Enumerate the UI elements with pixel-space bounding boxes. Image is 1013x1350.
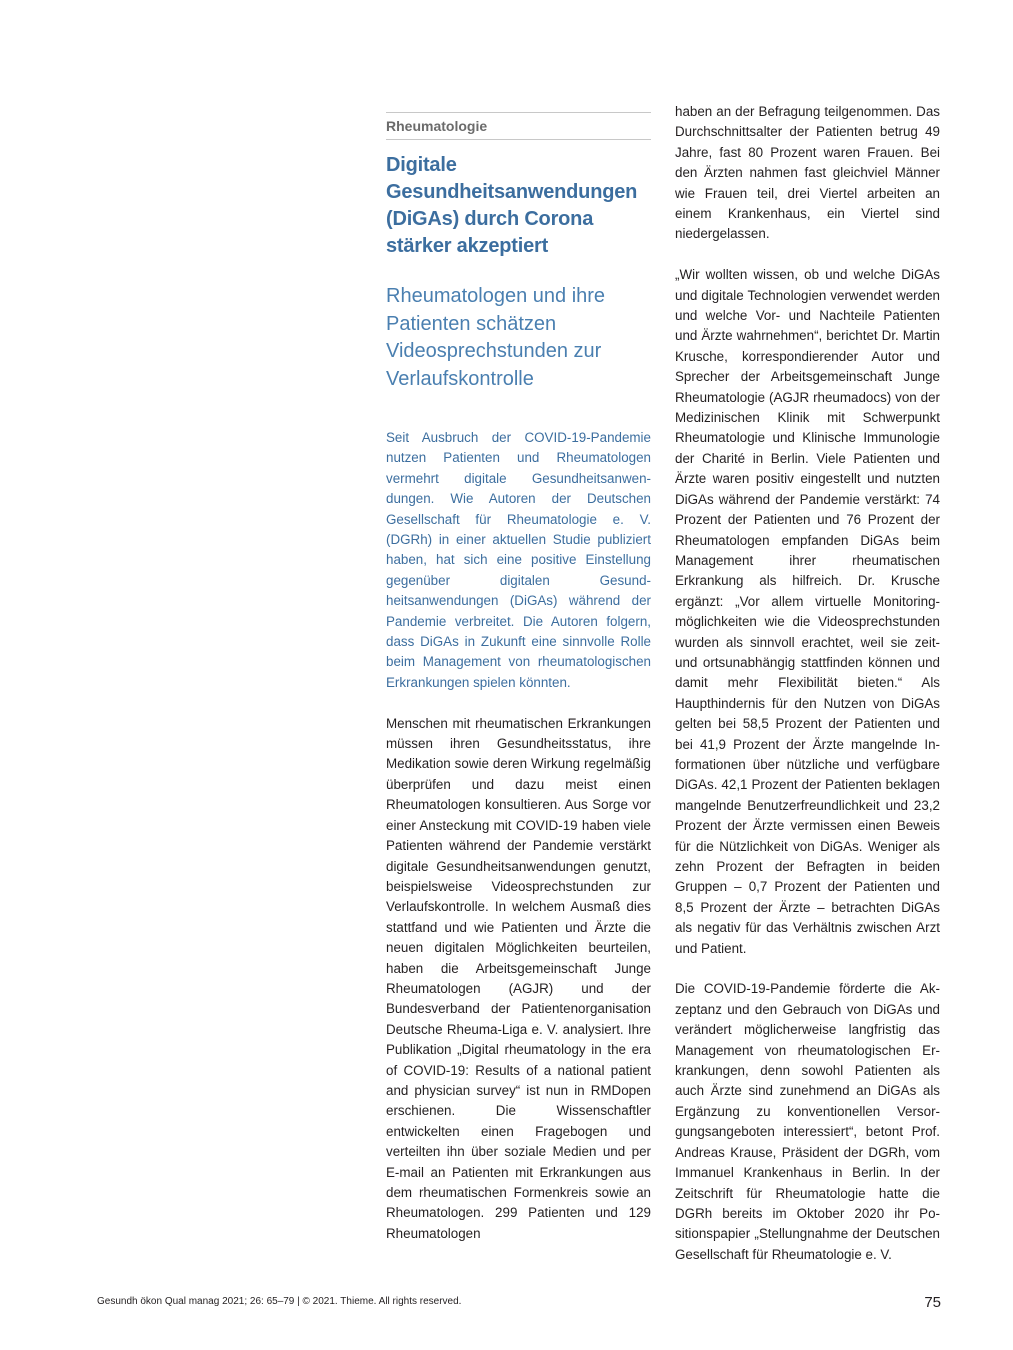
article-subtitle: Rheumatologen und ihre Patienten schätzen Videosprechstunden zur Verlaufskontrolle [386, 285, 606, 390]
right-column [675, 102, 940, 1265]
body-paragraph: „Wir wollten wissen, ob und welche DiGAs und digitale Technologien verwendet werden und welche Vor- und Nachteile Patienten und Ärzte wahrnehmen“, berichtet Dr. Martin Krusche, korrespondierender Autor und Sprecher der Arbeitsgemeinschaft Junge Rheumatologie (AGJR rheumadocs) von der Medizinischen Klinik mit Schwerpunkt Rheumatologie und Klinische Immunologie der Charité in Berlin. Viele Patienten und Ärzte waren positiv eingestellt und nutzten DiGAs während der Pandemie verstärkt: 74 Prozent der Patienten und 76 Prozent der Rheumatologen empfanden DiGAs beim Management ihrer rheumatischen Erkrankung als hilfreich. Dr. Krusche ergänzt: „Vor allem virtuelle Monitoringmöglichkeiten wie die Videosprechstunden wurden als sinnvoll erachtet, weil sie zeit- und ortsunabhängig stattfinden können und damit mehr Flexibilität bieten.“ Als Haupthindernis für den Nutzen von DiGAs gelten bei 58,5 Prozent der Patienten und bei 41,9 Prozent der Ärzte mangelnde Informationen über nützliche und verfügbare DiGAs. 42,1 Prozent der Patienten beklagen mangelnde Benutzerfreundlichkeit und 23,2 Prozent der Ärzte vermissen einen Beweis für die Nützlichkeit von DiGAs. Weniger als zehn Prozent der Befragten in beiden Gruppen – 0,7 Prozent der Patienten und 8,5 Prozent der Ärzte – betrachten DiGAs als negativ für das Verhältnis zwischen Arzt und Patient. [675, 267, 940, 956]
article-title: Digitale Gesundheitsanwendungen (DiGAs) durch Corona stärker akzeptiert [386, 154, 638, 257]
lead-paragraph: Seit Ausbruch der COVID-19-Pandemie nutzen Patienten und Rheumatologen vermehrt digitale Gesundheitsanwendungen. Wie Autoren der Deutschen Gesellschaft für Rheumatologie e. V. (DGRh) in einer aktuellen Studie publiziert haben, hat sich eine positive Einstellung gegenüber digitalen Gesundheitsanwendungen (DiGAs) während der Pandemie verbreitet. Die Autoren folgern, dass DiGAs in Zukunft eine sinnvolle Rolle beim Management von rheumatologischen Erkrankungen spielen könnten. [386, 430, 651, 690]
body-paragraph: Menschen mit rheumatischen Erkrankungen müssen ihren Gesundheitsstatus, ihre Medikation sowie deren Wirkung regelmäßig überprüfen und dazu meist einen Rheumatologen konsultieren. Aus Sorge vor einer Ansteckung mit COVID-19 haben viele Patienten während der Pandemie verstärkt digitale Gesundheitsanwendungen genutzt, beispielsweise Videosprechstunden zur Verlaufskontrolle. In welchem Ausmaß dies stattfand und wie Patienten und Ärzte die neuen digitalen Möglichkeiten beurteilen, haben die Arbeitsgemeinschaft Junge Rheumatologen (AGJR) und der Bundesverband der Patientenorganisation Deutsche Rheuma-Liga e. V. analysiert. Ihre Publikation „Digital rheumatology in the era of COVID-19: Results of a national patient and physician survey“ ist nun in RMDopen erschienen. Die Wissenschaftler entwickelten einen Fragebogen und verteilten ihn über soziale Medien und per E-mail an Patienten mit Erkrankungen aus dem rheumatischen Formenkreis sowie an Rheumatologen. 299 Patienten und 129 Rheumatologen [386, 715, 651, 1241]
footer-citation: Gesundh ökon Qual manag 2021; 26: 65–79 | © 2021. Thieme. All rights reserved. [97, 1296, 462, 1307]
body-paragraph: haben an der Befragung teilgenommen. Das Durchschnittsalter der Patienten betrug 49 Jahre, fast 80 Prozent waren Frauen. Bei den Ärzten nahmen fast gleichviel Männer wie Frauen teil, drei Viertel arbeiten an einem Krankenhaus, ein Viertel sind niedergelassen. [675, 104, 940, 242]
section-label: Rheumatologie [386, 112, 651, 140]
body-paragraph: Die COVID-19-Pandemie förderte die Akzeptanz und den Gebrauch von DiGAs und verändert möglicherweise langfristig das Management von rheumatologischen Erkrankungen, denn sowohl Patienten als auch Ärzte sind zunehmend an DiGAs als Ergänzung zu konventionellen Versorgungsangeboten interessiert“, betont Prof. Andreas Krause, Präsident der DGRh, vom Immanuel Krankenhaus in Berlin. In der Zeitschrift für Rheumatologie hatte die DGRh bereits im Oktober 2020 ihr Positionspapier „Stellungnahme der Deutschen Gesellschaft für Rheumatologie e. V. [675, 981, 940, 1262]
page-number: 75 [924, 1294, 941, 1311]
left-column [386, 428, 651, 1244]
